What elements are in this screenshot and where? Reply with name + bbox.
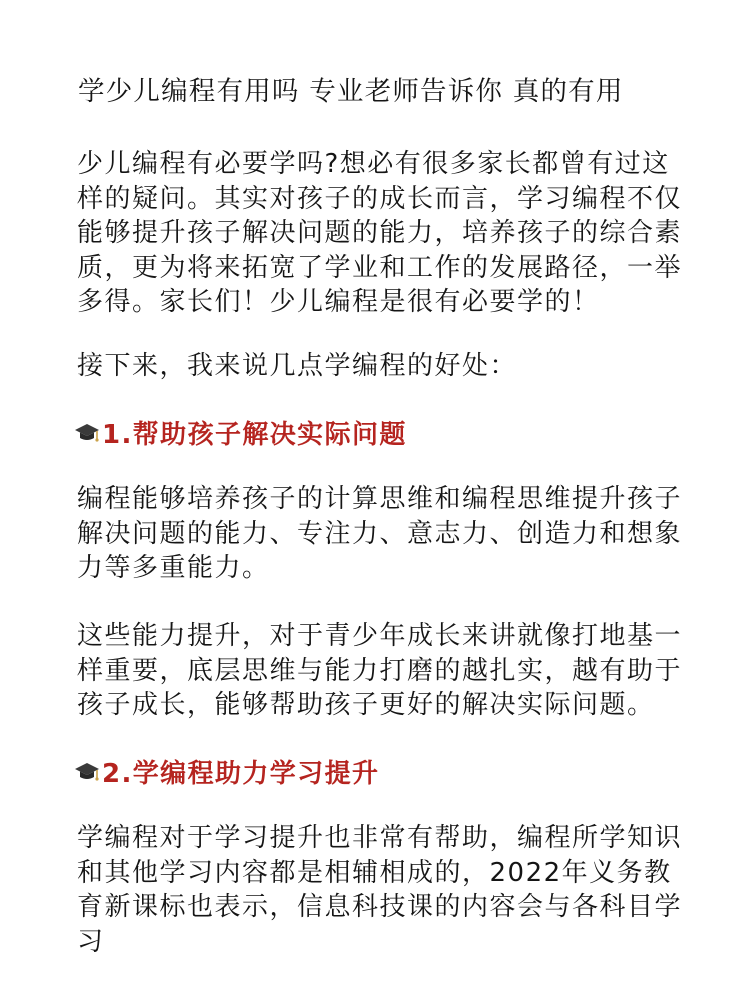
section-2-paragraph-1: 学编程对于学习提升也非常有帮助，编程所学知识和其他学习内容都是相辅相成的，2022年义务教育新课标也表示，信息科技课的内容会与各科目学习 [77,823,683,957]
article-title: 学少儿编程有用吗 专业老师告诉你 真的有用 [78,76,624,107]
section-2-heading-text: 2.学编程助力学习提升 [102,758,380,789]
section-2-heading [74,751,379,791]
transition-paragraph: 接下来，我来说几点学编程的好处： [77,351,518,381]
section-1-paragraph-2: 这些能力提升，对于青少年成长来讲就像打地基一样重要，底层思维与能力打磨的越扎实，越有助于孩子成长，能够帮助孩子更好的解决实际问题。 [77,621,683,720]
intro-paragraph: 少儿编程有必要学吗?想必有很多家长都曾有过这样的疑问。其实对孩子的成长而言，学习编程不仅能够提升孩子解决问题的能力，培养孩子的综合素质，更为将来拓宽了学业和工作的发展路径，一举多得。家长们！少儿编程是很有必要学的！ [77,149,683,317]
section-1-paragraph-1: 编程能够培养孩子的计算思维和编程思维提升孩子解决问题的能力、专注力、意志力、创造力和想象力等多重能力。 [77,484,683,583]
section-1-heading [74,412,407,452]
section-1-heading-text: 1.帮助孩子解决实际问题 [102,419,407,450]
graduation-cap-icon [74,760,100,784]
graduation-cap-icon [74,421,100,445]
